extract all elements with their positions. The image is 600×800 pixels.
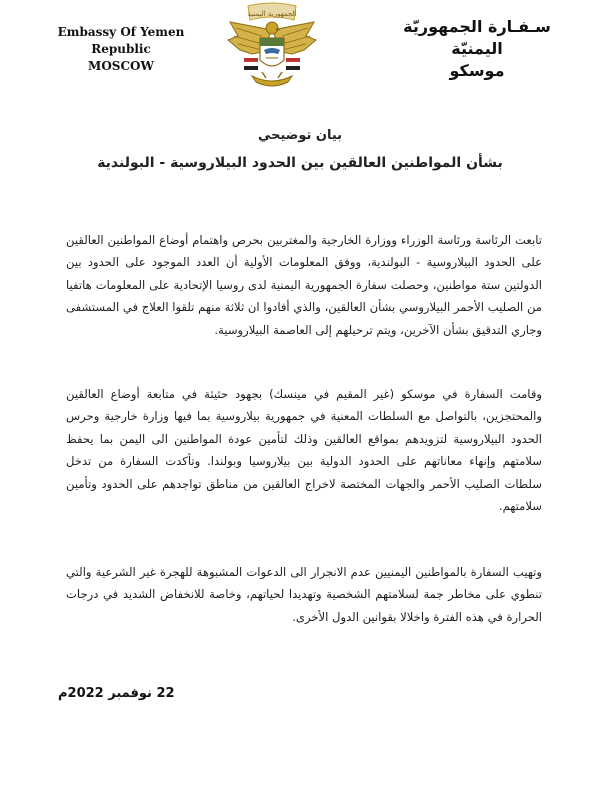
embassy-name-arabic	[392, 16, 562, 82]
statement-heading	[40, 128, 560, 171]
document-date: 22 نوفمبر 2022م	[58, 686, 175, 701]
embassy-name-en-line1: Embassy Of Yemen Republic	[57, 25, 185, 56]
document-title: بيان توضيحي	[257, 128, 343, 143]
letterhead	[0, 0, 600, 100]
paragraph-2: وقامت السفارة في موسكو (غير المقيم في مينسك) بجهود حثيثة في متابعة أوضاع العالقين والمحتجزين، بالتواصل مع السلطات المعنية في جمهورية بيلاروسية بما فيها وزارة خارجية وحرس الحدود البيلاروسية لتزويدهم بمواقع العالقين وذلك لتأمين عودة المواطنين الى اليمن بما يحفظ سلامتهم وإنهاء معاناتهم على الحدود الدولية بين بيلاروسيا وبولندا. وتأكدت السفارة من تدخل سلطات الصليب الأحمر والجهات المختصة لاخراج العالقين من مناطق تواجدهم على الحدود وتأمين سلامتهم.	[66, 387, 542, 514]
embassy-name-ar-line1: سـفـارة الجمهوريّة اليمنيّة	[403, 17, 551, 58]
embassy-name-english	[36, 24, 206, 75]
paragraph-1: تابعت الرئاسة ورئاسة الوزراء ووزارة الخارجية والمغتربين بحرص واهتمام أوضاع المواطنين العالقين على الحدود البيلاروسية - البولندية، ووفق المعلومات الأولية أن العدد الموجود على الحدود بين الدولتين ستة مواطنين، وحصلت سفارة الجمهورية اليمنية لدى روسيا الإتحادية على المعلومات هاتفيا من الصليب الأحمر البيلاروسي بشأن العالقين، والذي أفادوا ان ثلاثة منهم تلقوا العلاج في المستشفى وجاري التدقيق بشأن الآخرين، ويتم ترحيلهم إلى العاصمة البيلاروسية.	[66, 233, 542, 337]
embassy-city-ar: موسكو	[449, 61, 505, 80]
emblem-caption: الجمهورية اليمنية	[247, 10, 297, 18]
yemen-eagle-emblem-icon	[222, 2, 322, 98]
paragraph-3: وتهيب السفارة بالمواطنين اليمنيين عدم الانجرار الى الدعوات المشبوهة للهجرة غير الشرعية والتي تنطوي على مخاطر جمة لسلامتهم الشخصية وتهديدا لحياتهم، وخاصة للانخفاض الشديد في درجات الحرارة في هذه الفترة واخلالا بقوانين الدول الأخرى.	[66, 565, 542, 624]
document-subtitle: بشأن المواطنين العالقين بين الحدود البيلاروسية - البولندية	[97, 155, 503, 171]
embassy-city-en: MOSCOW	[88, 59, 154, 73]
